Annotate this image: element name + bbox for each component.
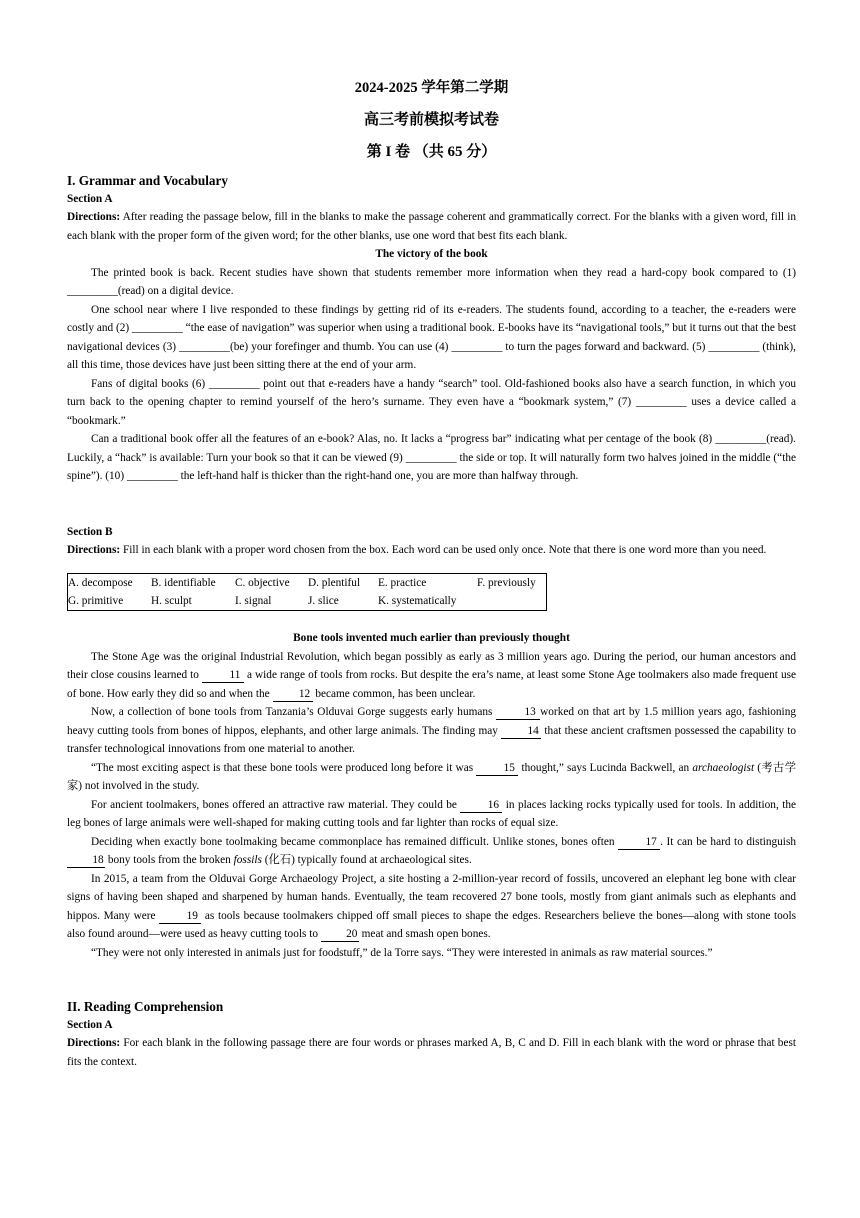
blank-18[interactable]: 18: [67, 853, 105, 868]
text-run: bony tools from the broken: [105, 854, 234, 866]
word-option: G. primitive: [68, 595, 124, 607]
word-option: I. signal: [235, 595, 272, 607]
text-run: Now, a collection of bone tools from Tanzania’s Olduvai Gorge suggests early humans: [91, 706, 497, 718]
blank-16[interactable]: 16: [460, 798, 502, 813]
word-option: H. sculpt: [151, 595, 192, 607]
directions-label: Directions:: [67, 543, 121, 556]
text-run: thought,” says Lucinda Backwell, an: [518, 761, 693, 774]
paragraph: [67, 870, 796, 944]
paragraph: One school near where I live responded to these findings by getting rid of its e-readers. The students found, according to a teacher, the e-readers were costly and (2) _________ “the ease of navigation” was superior when using a traditional book. E-books have its “navigational tools,” but it turns out that the best navigational devices (3) _________(be) your forefinger and thumb. You can use (4) _________ to turn the pages forward and backward. (5) _________ (think), all this time, those devices have just been sitting there at the end of your arm.: [67, 303, 796, 371]
word-option: J. slice: [308, 595, 339, 607]
text-run: . It can be hard to distinguish: [660, 835, 796, 848]
paragraph: “They were not only interested in animals just for foodstuff,” de la Torre says. “They were interested in animals as raw material sources.”: [91, 946, 713, 959]
text-run: as tools because toolmakers chipped off small pieces to shape the edges. Researchers believe the bones—along with stone tools also found around—were used as heavy cutting tools to: [67, 909, 796, 940]
part2-heading: II. Reading Comprehension: [67, 999, 224, 1014]
word-box-row: [68, 574, 547, 593]
directions-label: Directions:: [67, 1037, 121, 1049]
blank-15[interactable]: 15: [476, 761, 518, 776]
directions-text: After reading the passage below, fill in the blanks to make the passage coherent and grammatically correct. For the blanks with a given word, fill in each blank with the proper form of the given word; for the other blanks, use one word that best fits each blank.: [67, 211, 796, 242]
section-a-heading: Section A: [67, 193, 113, 205]
word-option: C. objective: [235, 577, 290, 589]
text-run: For ancient toolmakers, bones offered an attractive raw material. They could be: [91, 798, 461, 811]
word-option: F. previously: [477, 577, 536, 589]
word-box-row: [68, 592, 547, 611]
paragraph: The printed book is back. Recent studies have shown that students remember more information when they read a hard-copy book compared to (1) _________(read) on a digital device.: [67, 266, 796, 297]
directions-text: For each blank in the following passage there are four words or phrases marked A, B, C and D. Fill in each blank with the word or phrase that best fits the context.: [67, 1037, 796, 1068]
part2-section-a-heading: Section A: [67, 1019, 113, 1031]
section-b-heading: Section B: [67, 525, 113, 538]
blank-13[interactable]: 13: [496, 705, 540, 720]
blank-17[interactable]: 17: [618, 835, 660, 850]
section-b-directions: [67, 541, 796, 560]
text-run: that these ancient craftsmen possessed the capability to transfer technological innovations from one material to another.: [67, 724, 796, 755]
word-option: A. decompose: [68, 577, 133, 589]
exam-term-title: 2024-2025 学年第二学期: [354, 80, 509, 96]
passage-title-book: The victory of the book: [375, 248, 488, 260]
text-run: The Stone Age was the original Industrial Revolution, which began possibly as early as 3 million years ago. During the period, our human ancestors and their close cousins learned to: [67, 650, 796, 681]
spacer: [67, 962, 796, 998]
word-option: [477, 592, 547, 611]
directions-text: Fill in each blank with a proper word chosen from the box. Each word can be used only once. Note that there is one word more than you need.: [120, 543, 767, 556]
word-option: E. practice: [378, 577, 427, 589]
passage-title-bone-tools: Bone tools invented much earlier than previously thought: [293, 632, 570, 644]
word-option: B. identifiable: [151, 577, 216, 589]
directions-label: Directions:: [67, 211, 121, 223]
paragraph: [67, 759, 796, 796]
paragraph: [67, 833, 796, 870]
spacer: [67, 486, 796, 523]
paragraph: [67, 648, 796, 704]
italic-term: fossils: [233, 854, 262, 866]
blank-14[interactable]: 14: [501, 724, 541, 739]
word-option: K. systematically: [378, 595, 457, 607]
section-a-directions: [67, 208, 796, 245]
exam-page: [67, 76, 796, 1071]
word-option: D. plentiful: [308, 577, 361, 589]
text-run: “The most exciting aspect is that these bone tools were produced long before it was: [91, 761, 477, 774]
exam-name-title: 高三考前模拟考试卷: [363, 112, 499, 128]
paragraph: [67, 703, 796, 759]
part1-heading: I. Grammar and Vocabulary: [67, 173, 228, 188]
blank-20[interactable]: 20: [321, 927, 359, 942]
paragraph: Fans of digital books (6) _________ point out that e-readers have a handy “search” tool. Old-fashioned books also have a search function, in which you turn back to the opening chapter to remind yourself of the hero’s surname. They even have a “bookmark system,” (7) _________ uses a device called a “bookmark.”: [67, 377, 796, 427]
italic-term: archaeologist: [692, 761, 755, 774]
text-run: worked on that art by 1.5 million years ago, fashioning heavy cutting tools from bones of hippos, elephants, and other large animals. The finding may: [67, 706, 796, 737]
volume-title: 第 I 卷 （共 65 分）: [366, 144, 497, 160]
part2-section-a-directions: [67, 1034, 796, 1071]
text-run: In 2015, a team from the Olduvai Gorge Archaeology Project, a site hosting a 2-million-year record of fossils, uncovered an elephant leg bone with clear signs of having been shaped and sharpened by human hands. Eventually, the team recovered 27 bone tools, mostly from giant animals such as elephants and hippos. Many were: [67, 872, 796, 922]
text-run: a wide range of tools from rocks. But despite the era’s name, at least some Stone Age toolmakers also made frequent use of bone. How early they did so and when the: [67, 669, 796, 700]
paragraph: Can a traditional book offer all the features of an e-book? Alas, no. It lacks a “progress bar” indicating what per centage of the book (8) _________(read). Luckily, a “hack” is available: Turn your book so that it can be viewed (9) _________ the side or top. It will naturally form two halves joined in the middle (“the spine”). (10) _________ the left-hand half is thicker than the right-hand one, you are more than halfway through.: [67, 433, 796, 482]
text-run: (考古学家) not involved in the study.: [67, 761, 797, 792]
text-run: (化石) typically found at archaeological sites.: [261, 854, 472, 866]
paragraph: [67, 796, 796, 833]
text-run: in places lacking rocks typically used for tools. In addition, the leg bones of large animals were well-shaped for making cutting tools and far lighter than rocks of equal size.: [67, 798, 797, 829]
word-box: [67, 573, 547, 611]
text-run: meat and smash open bones.: [358, 928, 491, 940]
blank-19[interactable]: 19: [159, 909, 201, 924]
text-run: became common, has been unclear.: [312, 687, 476, 700]
text-run: Deciding when exactly bone toolmaking became commonplace has remained difficult. Unlike stones, bones often: [91, 835, 619, 848]
blank-12[interactable]: 12: [273, 687, 313, 702]
blank-11[interactable]: 11: [202, 668, 244, 683]
